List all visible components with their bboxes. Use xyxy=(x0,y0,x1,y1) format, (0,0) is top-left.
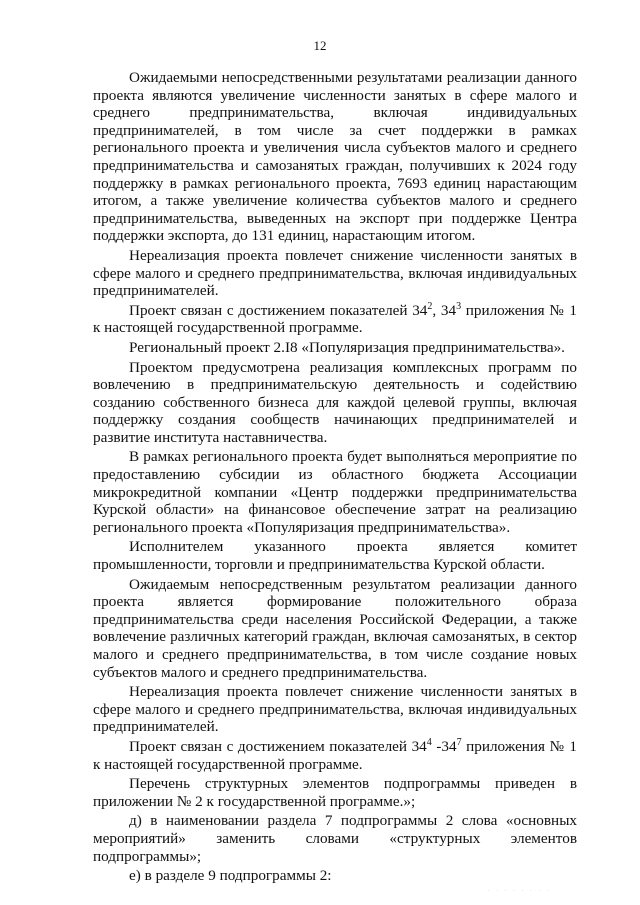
paragraph-expected-result: Ожидаемым непосредственным результатом реализации данного проекта является формирование положительного образа предпринимательства среди населения Российской Федерации, а также вовлечение различных категорий граждан, включая самозанятых, в сектор малого и среднего предпринимательства, в том числе создание новых субъектов малого и среднего предпринимательства. xyxy=(93,575,577,681)
indicator-text-mid: , 34 xyxy=(432,301,457,319)
page-number: 12 xyxy=(313,38,327,53)
paragraph-non-implementation: Нереализация проекта повлечет снижение численности занятых в сфере малого и среднего предпринимательства, включая индивидуальных предпринимателей. xyxy=(93,246,577,300)
paragraph-indicators xyxy=(93,302,577,337)
paragraph-structural-elements-list: Перечень структурных элементов подпрограммы приведен в приложении № 2 к государственной программе.»; xyxy=(93,775,577,810)
paragraph-project-programs: Проектом предусмотрена реализация комплексных программ по вовлечению в предпринимательскую деятельность и содействию созданию собственного бизнеса для каждой целевой группы, включая поддержку создания сообществ начинающих предпринимателей и развитие института наставничества. xyxy=(93,358,577,446)
document-body xyxy=(93,69,577,887)
paragraph-subsidy: В рамках регионального проекта будет выполняться мероприятие по предоставлению субсидии из областного бюджета Ассоциации микрокредитной компании «Центр поддержки предпринимательства Курской области» на финансовое обеспечение затрат на реализацию регионального проекта «Популяризация предпринимательства». xyxy=(93,448,577,536)
indicator-sup-2: 3 xyxy=(456,300,462,312)
indicator2-sup-1: 4 xyxy=(426,736,432,748)
paragraph-amendment-d: д) в наименовании раздела 7 подпрограммы 2 слова «основных мероприятий» заменить словами «структурных элементов подпрограммы»; xyxy=(93,812,577,865)
indicator-text-after: приложения № 1 к настоящей государственной программе. xyxy=(93,301,577,337)
indicator2-sup-2: 7 xyxy=(456,736,462,748)
scan-mark: · · · · · · · · xyxy=(488,888,552,893)
paragraph-non-implementation-2: Нереализация проекта повлечет снижение численности занятых в сфере малого и среднего предпринимательства, включая индивидуальных предпринимателей. xyxy=(93,683,577,736)
indicator-text-before: Проект связан с достижением показателей 34 xyxy=(129,301,428,319)
paragraph-results: Ожидаемыми непосредственными результатами реализации данного проекта являются увеличение численности занятых в сфере малого и среднего предпринимательства, включая индивидуальных предпринимателей, в том числе за счет поддержки в рамках регионального проекта и увеличения числа субъектов малого и среднего предпринимательства и самозанятых граждан, получивших к 2024 году поддержку в рамках регионального проекта, 7693 единиц нарастающим итогом, а также увеличение количества субъектов малого и среднего предпринимательства, выведенных на экспорт при поддержке Центра поддержки экспорта, до 131 единиц, нарастающим итогом. xyxy=(93,69,577,245)
indicator2-text-after: приложения № 1 к настоящей государственной программе. xyxy=(93,737,577,773)
paragraph-indicators-2 xyxy=(93,738,577,773)
paragraph-amendment-e: е) в разделе 9 подпрограммы 2: xyxy=(129,867,332,885)
paragraph-regional-project-title: Региональный проект 2.I8 «Популяризация предпринимательства». xyxy=(129,338,565,356)
indicator2-text-mid: -34 xyxy=(431,737,457,755)
paragraph-executor: Исполнителем указанного проекта является комитет промышленности, торговли и предпринимательства Курской области. xyxy=(93,538,577,574)
indicator-sup-1: 2 xyxy=(427,300,433,312)
indicator2-text-before: Проект связан с достижением показателей 34 xyxy=(129,737,427,755)
